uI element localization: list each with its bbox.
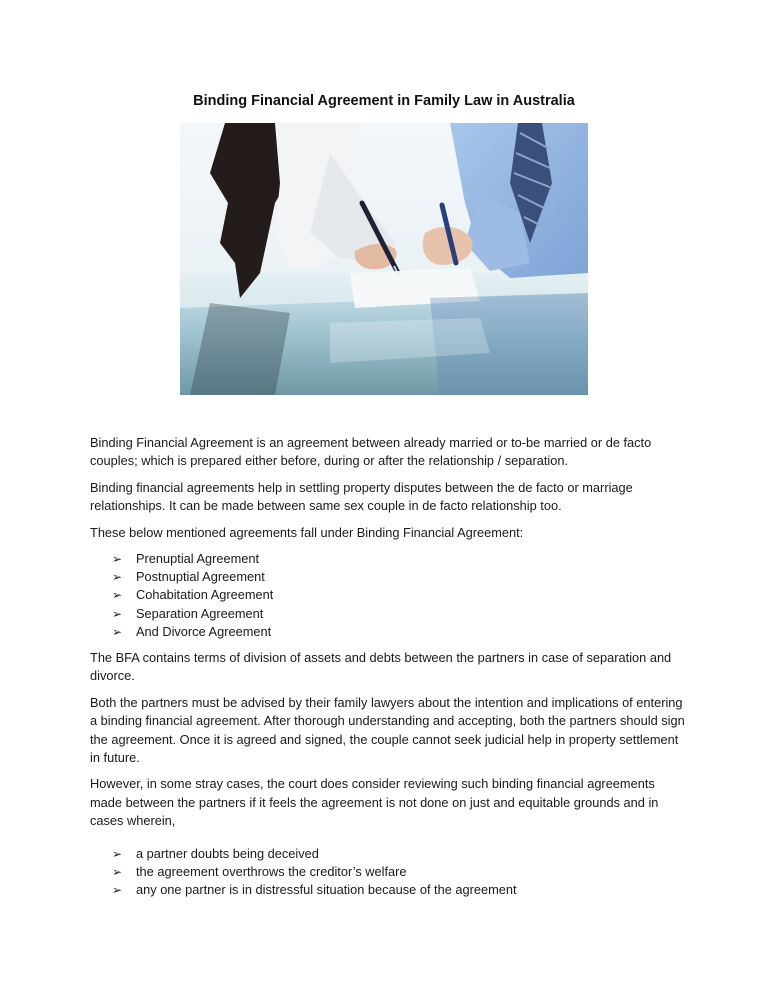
paragraph-bfa-terms: The BFA contains terms of division of assets and debts between the partners in case of separation and divorce. [90,650,672,684]
paragraph-advice: Both the partners must be advised by their family lawyers about the intention and implications of entering a binding financial agreement. After thorough understanding and accepting, both the partners should sign the agreement. Once it is agreed and signed, the couple cannot seek judicial help in property settlement in future. [90,694,685,766]
review-cases-list [110,845,690,900]
signing-agreement-photo [180,123,588,395]
list-item: ➢ Separation Agreement [110,605,690,623]
agreement-types-list [110,550,690,641]
paragraph-list-intro: These below mentioned agreements fall under Binding Financial Agreement: [90,524,524,540]
signing-photo-illustration [180,123,588,395]
list-item: ➢ any one partner is in distressful situation because of the agreement [110,881,690,899]
arrow-bullet-icon: ➢ [111,864,123,879]
document-title: Binding Financial Agreement in Family Law in Australia [193,93,575,109]
paragraph-purpose: Binding financial agreements help in settling property disputes between the de facto or marriage relationships. It can be made between same sex couple in de facto relationship too. [90,479,633,514]
arrow-bullet-icon: ➢ [111,624,123,639]
list-item: ➢ Prenuptial Agreement [110,550,690,568]
document-body [90,434,690,907]
paragraph-definition: Binding Financial Agreement is an agreement between already married or to-be married or de facto couples; which is prepared either before, during or after the relationship / separation. [90,435,652,469]
arrow-bullet-icon: ➢ [111,552,123,567]
paragraph-court-review: However, in some stray cases, the court does consider reviewing such binding financial agreements made between the partners if it feels the agreement is not done on just and equitable grounds and in cases wherein, [90,776,659,829]
arrow-bullet-icon: ➢ [111,846,123,861]
arrow-bullet-icon: ➢ [111,606,123,621]
list-item: ➢ And Divorce Agreement [110,623,690,641]
arrow-bullet-icon: ➢ [111,570,123,585]
list-item: ➢ Postnuptial Agreement [110,568,690,586]
arrow-bullet-icon: ➢ [111,588,123,603]
arrow-bullet-icon: ➢ [111,883,123,898]
list-item: ➢ the agreement overthrows the creditor’s welfare [110,863,690,881]
list-item: ➢ Cohabitation Agreement [110,586,690,604]
list-item: ➢ a partner doubts being deceived [110,845,690,863]
